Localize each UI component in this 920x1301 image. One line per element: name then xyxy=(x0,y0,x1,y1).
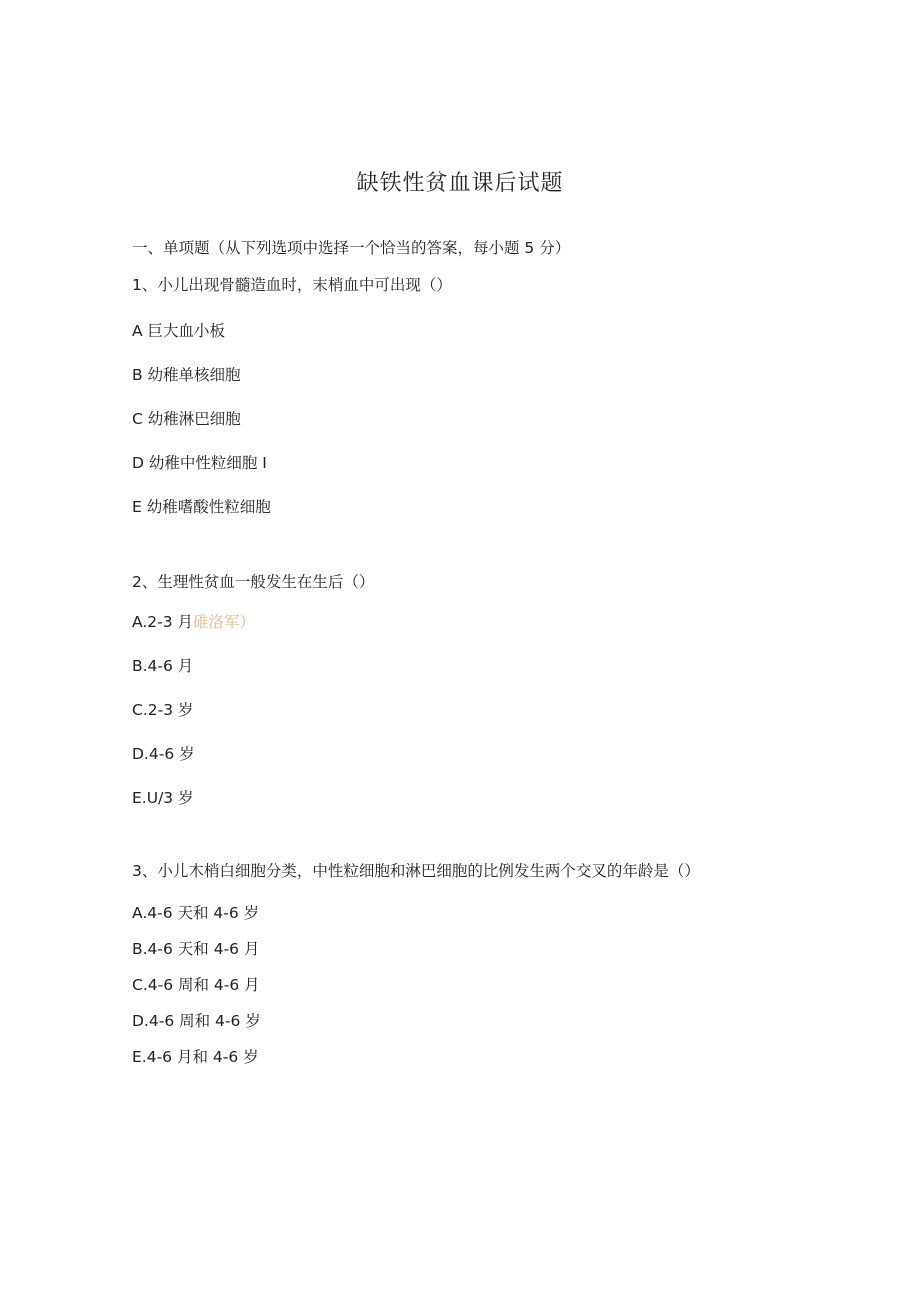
question-1-option-d: D 幼稚中性粒细胞 I xyxy=(132,454,267,472)
question-1-stem: 1、小儿出现骨髓造血时，末梢血中可出现（） xyxy=(132,276,452,294)
question-3-option-b: B.4-6 天和 4-6 月 xyxy=(132,940,260,958)
question-3-option-a: A.4-6 天和 4-6 岁 xyxy=(132,904,260,922)
question-3-option-c: C.4-6 周和 4-6 月 xyxy=(132,976,260,994)
question-1-option-e: E 幼稚嗜酸性粒细胞 xyxy=(132,498,271,516)
question-3-option-d: D.4-6 周和 4-6 岁 xyxy=(132,1012,261,1030)
question-3-stem: 3、小儿木梢白细胞分类，中性粒细胞和淋巴细胞的比例发生两个交叉的年龄是（） xyxy=(132,862,700,880)
question-2-option-b: B.4-6 月 xyxy=(132,657,194,675)
question-2-option-a xyxy=(132,611,255,633)
question-1-option-b: B 幼稚单核细胞 xyxy=(132,366,241,384)
question-3-option-e: E.4-6 月和 4-6 岁 xyxy=(132,1048,259,1066)
question-2-option-e: E.U/3 岁 xyxy=(132,789,194,807)
question-2-option-a-text: A.2-3 月 xyxy=(132,613,194,631)
question-2-option-a-note: 碓洛军） xyxy=(193,613,256,631)
section-heading: 一、单项题（从下列选项中选择一个恰当的答案，每小题 5 分） xyxy=(132,239,571,257)
question-1-option-a: A 巨大血小板 xyxy=(132,322,226,340)
question-2-option-d: D.4-6 岁 xyxy=(132,745,195,763)
question-2-option-c: C.2-3 岁 xyxy=(132,701,194,719)
document-title: 缺铁性贫血课后试题 xyxy=(356,171,564,196)
question-2-stem: 2、生理性贫血一般发生在生后（） xyxy=(132,573,375,591)
question-1-option-c: C 幼稚淋巴细胞 xyxy=(132,410,241,428)
